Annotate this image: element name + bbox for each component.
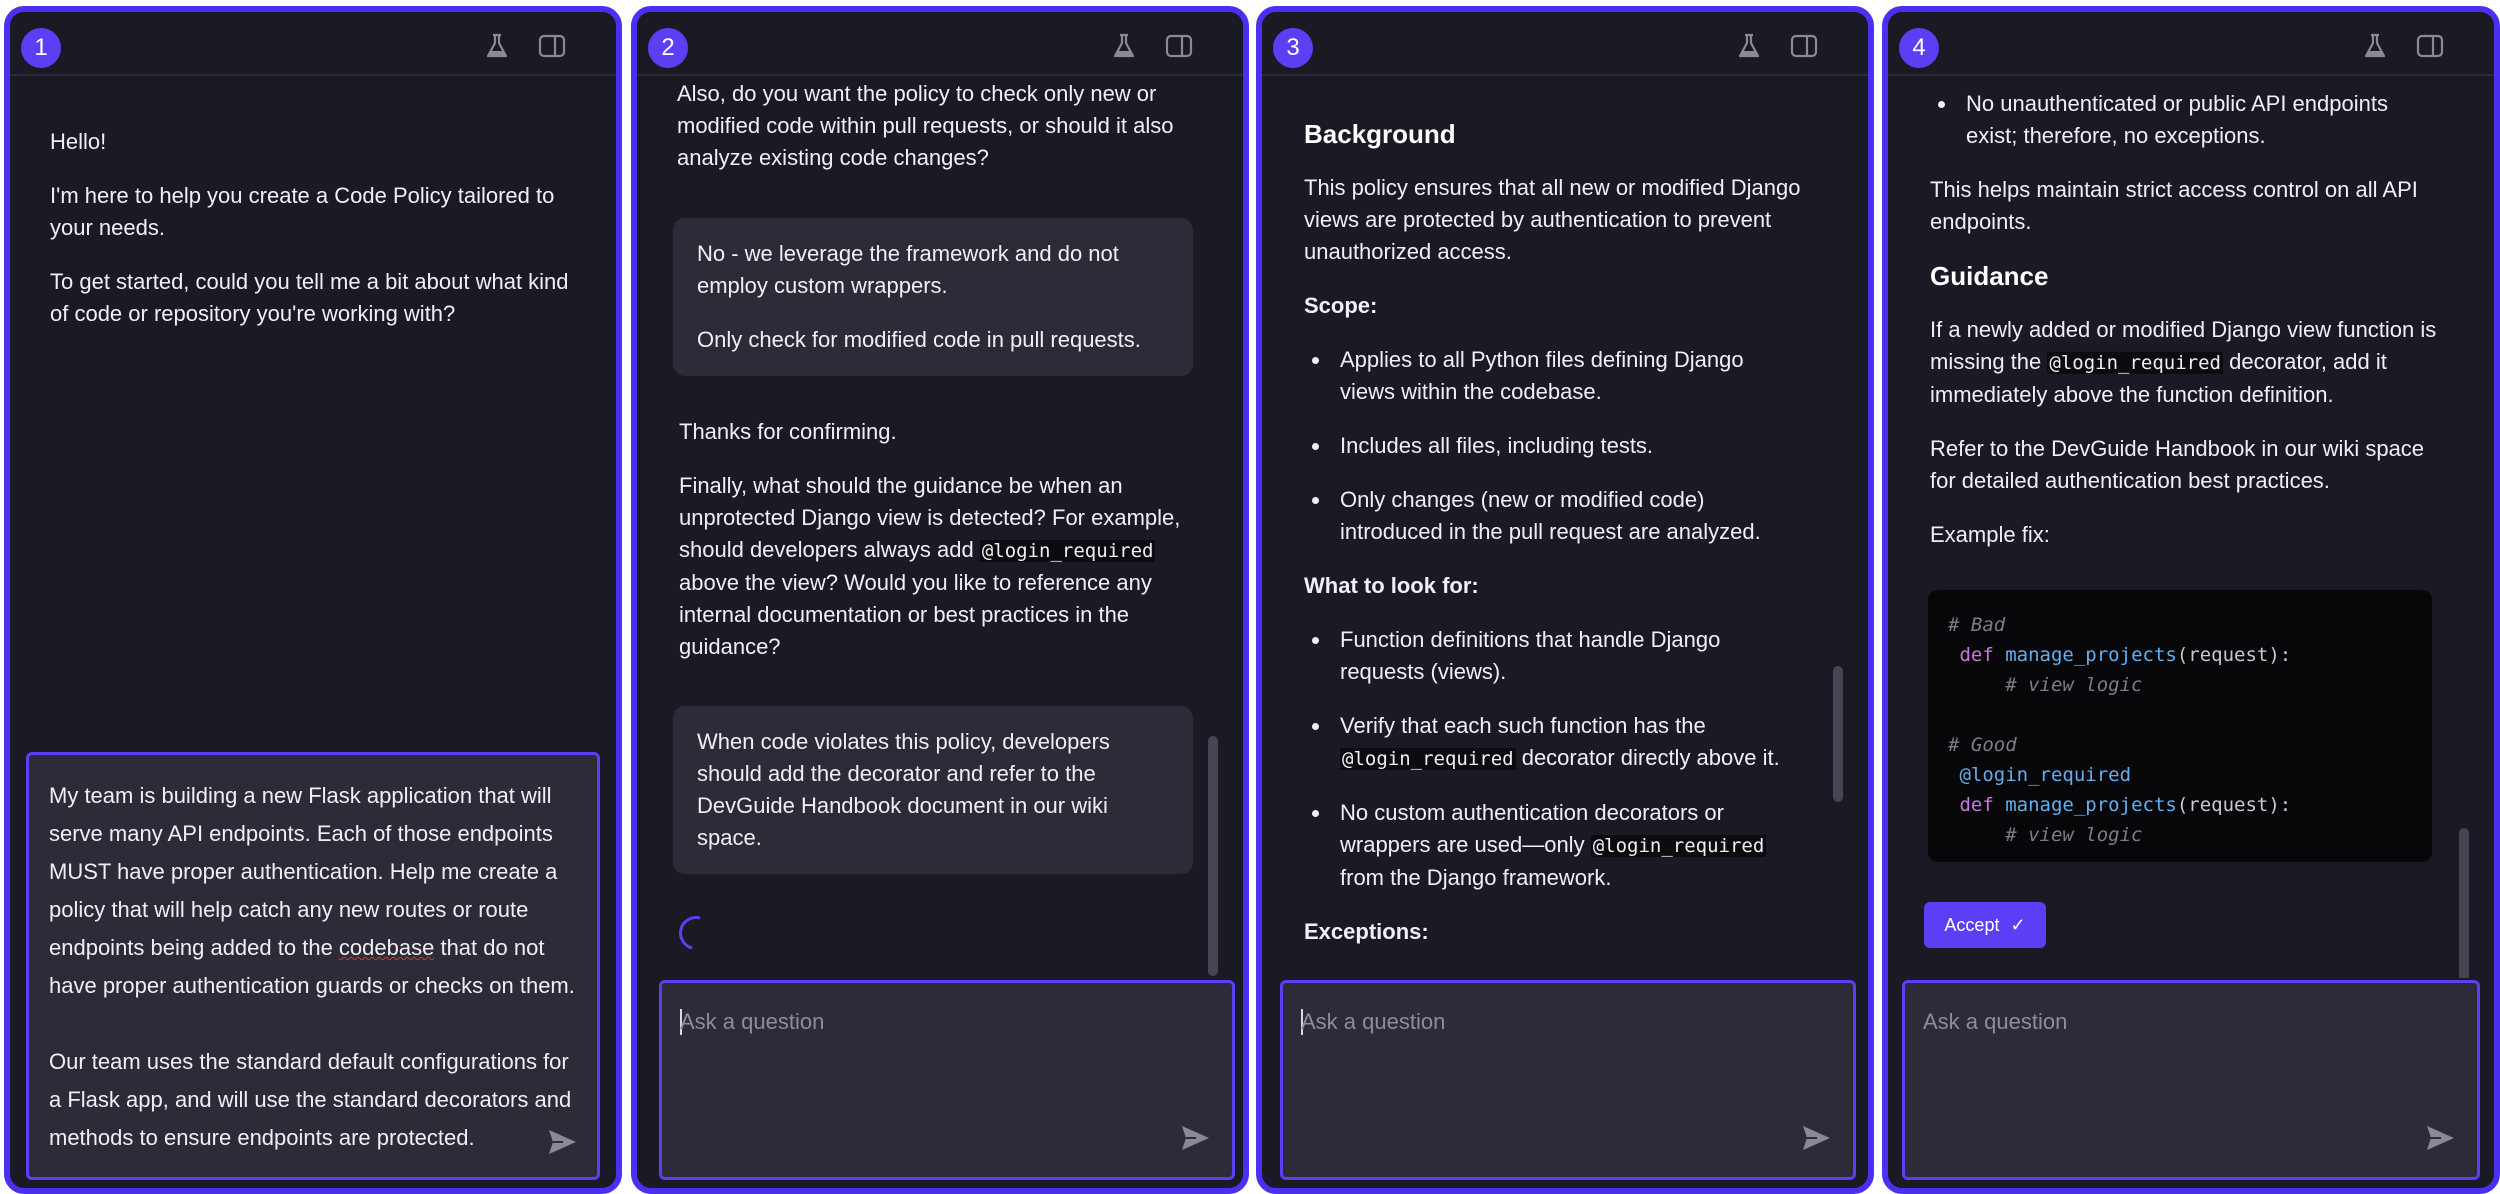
refer-text: Refer to the DevGuide Handbook in our wiki space for detailed authentication best practices. [1930, 436, 2425, 493]
sidebar-toggle-icon[interactable] [1789, 31, 1819, 61]
panel-header [1888, 12, 2494, 76]
flask-icon[interactable] [1109, 31, 1139, 61]
chat-panel-4 [1882, 6, 2500, 1194]
list-item: • Only changes (new or modified code) introduced in the pull request are analyzed. [1332, 484, 1804, 548]
code-line: # view logic [2005, 674, 2143, 696]
user-message-text: Only check for modified code in pull requests. [697, 327, 1141, 352]
panel-number-badge: 1 [21, 28, 61, 68]
sidebar-toggle-icon[interactable] [2415, 31, 2445, 61]
ask-question-input[interactable] [1902, 980, 2480, 1180]
panel-header [637, 12, 1243, 76]
assistant-text: Thanks for confirming. [679, 419, 897, 444]
panel-header [1262, 12, 1868, 76]
background-text: This policy ensures that all new or modified Django views are protected by authentication to prevent unauthorized access. [1304, 175, 1801, 264]
user-message-paragraph: Our team uses the standard default configurations for a Flask app, and will use the standard decorators and methods to ensure endpoints are protected. [49, 1049, 572, 1150]
panel-number-badge: 2 [648, 28, 688, 68]
chat-content [1888, 76, 2473, 978]
flask-icon[interactable] [482, 31, 512, 61]
input-placeholder: Ask a question [1923, 1009, 2068, 1034]
code-block [1928, 590, 2432, 862]
list-item: • Verify that each such function has the @login_required decorator directly above it. [1332, 710, 1804, 775]
assistant-text: Finally, what should the guidance be when an unprotected Django view is detected? For example, should developers always add @login_required above the view? Would you like to reference any internal documentation or best practices in the guidance? [679, 473, 1181, 659]
user-message-paragraph: My team is building a new Flask application that will serve many API endpoints. Each of those endpoints MUST have proper authentication. Help me create a policy that will help catch any new routes or route endpoints being added to the codebase that do not have proper authentication guards or checks on them. [49, 783, 575, 998]
section-heading: Background [1304, 119, 1456, 149]
list-item: • Includes all files, including tests. [1332, 430, 1804, 462]
maintain-text: This helps maintain strict access control on all API endpoints. [1930, 177, 2418, 234]
send-icon[interactable] [1178, 1121, 1212, 1155]
send-icon[interactable] [1799, 1121, 1833, 1155]
policy-document [1304, 118, 1804, 970]
chat-panel-2 [631, 6, 1249, 1194]
user-message-bubble [673, 706, 1193, 874]
loading-spinner [673, 910, 719, 956]
code-line [1948, 700, 2412, 730]
exceptions-list [1930, 88, 2440, 152]
sidebar-toggle-icon[interactable] [1164, 31, 1194, 61]
code-line: @login_required [1959, 764, 2132, 786]
intro-text: I'm here to help you create a Code Policy tailored to your needs. [50, 183, 555, 240]
spellcheck-word: codebase [338, 935, 435, 960]
scope-heading: Scope: [1304, 293, 1378, 318]
scope-list [1304, 344, 1804, 548]
user-message-text: When code violates this policy, developers should add the decorator and refer to the DevGuide Handbook document in our wiki space. [697, 729, 1110, 850]
guidance-text: If a newly added or modified Django view function is missing the @login_required decorator, add it immediately above the function definition. [1930, 317, 2437, 407]
look-for-list [1304, 624, 1804, 894]
chat-content [1262, 76, 1847, 978]
send-icon[interactable] [545, 1125, 579, 1159]
panel-header [10, 12, 616, 76]
chat-panel-3 [1256, 6, 1874, 1194]
user-message-text: No - we leverage the framework and do not employ custom wrappers. [697, 241, 1119, 298]
list-item: • No unauthenticated or public API endpoints exist; therefore, no exceptions. [1958, 88, 2440, 152]
list-item: • Applies to all Python files defining Django views within the codebase. [1332, 344, 1804, 408]
panel-number-badge: 3 [1273, 28, 1313, 68]
code-comment: # Bad [1948, 614, 2006, 636]
input-placeholder: Ask a question [1301, 1009, 1446, 1034]
code-line: def manage_projects(request): [1959, 644, 2292, 666]
assistant-message [50, 126, 570, 352]
user-message-input[interactable] [26, 752, 600, 1180]
list-item: • No custom authentication decorators or wrappers are used—only @login_required from the Django framework. [1332, 797, 1804, 894]
accept-button[interactable] [1924, 902, 2046, 948]
sidebar-toggle-icon[interactable] [537, 31, 567, 61]
flask-icon[interactable] [2360, 31, 2390, 61]
code-line: def manage_projects(request): [1959, 794, 2292, 816]
code-line: # view logic [2005, 824, 2143, 846]
ask-question-input[interactable] [1280, 980, 1856, 1180]
section-heading: Guidance [1930, 261, 2049, 291]
question-text: To get started, could you tell me a bit about what kind of code or repository you're working with? [50, 269, 569, 326]
panel-number-badge: 4 [1899, 28, 1939, 68]
send-icon[interactable] [2423, 1121, 2457, 1155]
example-label: Example fix: [1930, 522, 2050, 547]
assistant-message [677, 78, 1197, 196]
input-placeholder: Ask a question [680, 1009, 825, 1034]
assistant-question: Also, do you want the policy to check only new or modified code within pull requests, or should it also analyze existing code changes? [677, 81, 1174, 170]
look-for-heading: What to look for: [1304, 573, 1479, 598]
list-item: • Function definitions that handle Django requests (views). [1332, 624, 1804, 688]
greeting-text: Hello! [50, 129, 107, 154]
exceptions-heading: Exceptions: [1304, 919, 1429, 944]
scrollbar-thumb[interactable] [2459, 828, 2469, 978]
flask-icon[interactable] [1734, 31, 1764, 61]
assistant-message [679, 416, 1199, 685]
scrollbar-thumb[interactable] [1833, 666, 1843, 802]
ask-question-input[interactable] [659, 980, 1235, 1180]
chat-panel-1 [4, 6, 622, 1194]
check-icon: ✓ [2010, 915, 2026, 935]
chat-content [637, 76, 1222, 978]
code-comment: # Good [1948, 734, 2017, 756]
accept-label: Accept [1944, 915, 2000, 935]
scrollbar-thumb[interactable] [1208, 736, 1218, 976]
user-message-bubble [673, 218, 1193, 376]
policy-document [1930, 88, 2440, 573]
